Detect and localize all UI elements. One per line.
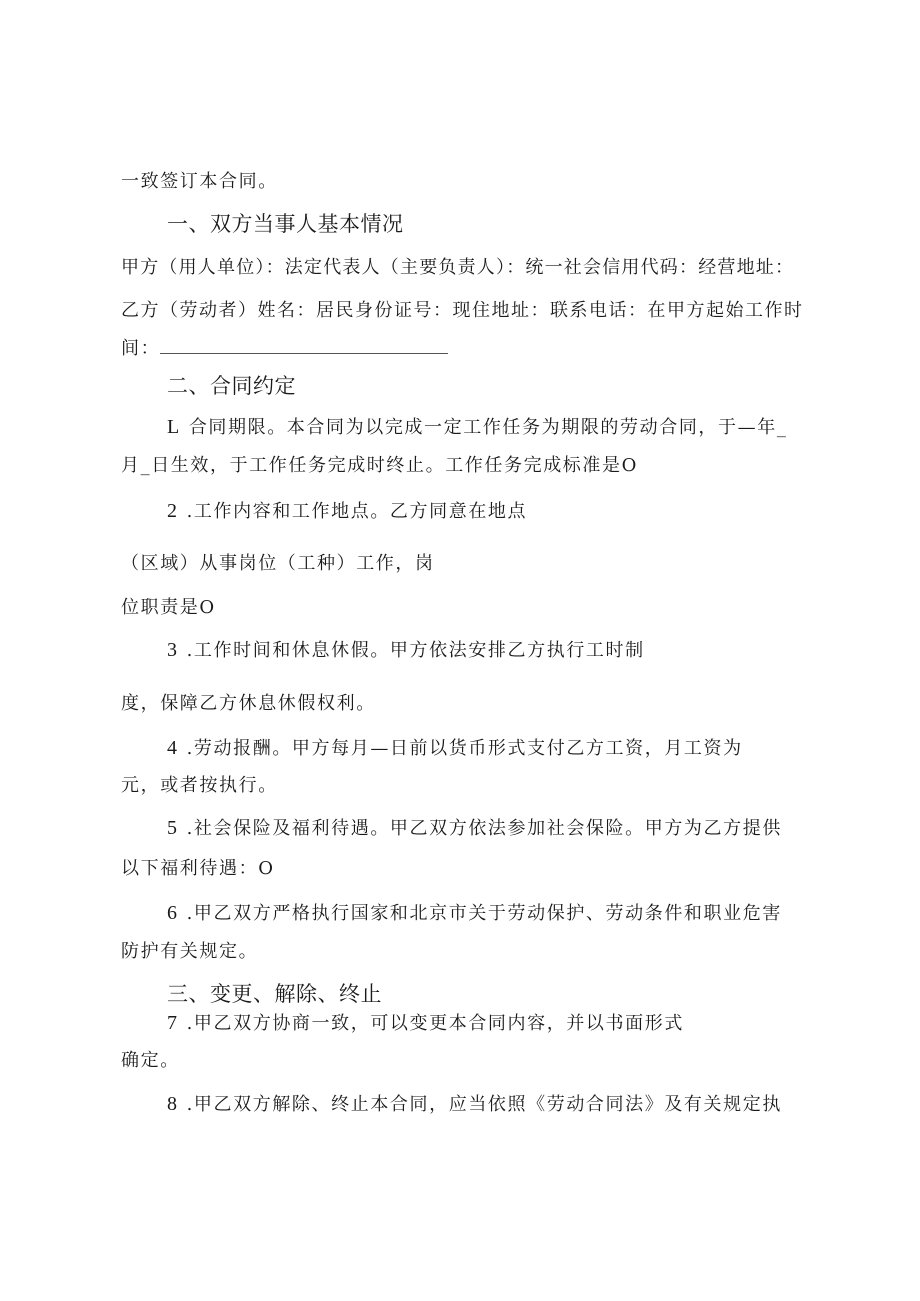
item3-number: 3: [167, 639, 179, 661]
intro-line: 一致签订本合同。: [121, 171, 278, 192]
item6-line2: 防护有关规定。: [121, 941, 259, 962]
item5-text: .社会保险及福利待遇。甲乙双方依法参加社会保险。甲方为乙方提供: [186, 818, 782, 839]
item3-text: .工作时间和休息休假。甲方依法安排乙方执行工时制: [186, 640, 645, 661]
item2-line2: （区域）从事岗位（工种）工作，岗: [121, 553, 435, 574]
start-time-blank: [160, 339, 448, 354]
item6-line1: [167, 901, 782, 926]
item1-number: L: [167, 416, 181, 438]
party-b-line: 乙方（劳动者）姓名：居民身份证号：现住地址：联系电话：在甲方起始工作时: [121, 300, 804, 321]
item3-line2: 度，保障乙方休息休假权利。: [121, 693, 376, 714]
item8-line1: [167, 1092, 782, 1117]
item4-line2: 元，或者按执行。: [121, 775, 278, 796]
item1-line1: [167, 415, 787, 440]
item7-line1: [167, 1011, 684, 1036]
section3-heading: 三、变更、解除、终止: [167, 982, 382, 1006]
item7-text: .甲乙双方协商一致，可以变更本合同内容，并以书面形式: [186, 1013, 684, 1034]
item1-text: 合同期限。本合同为以完成一定工作任务为期限的劳动合同，于—年_: [188, 417, 788, 438]
item2-text: .工作内容和工作地点。乙方同意在地点: [186, 501, 528, 522]
item6-text: .甲乙双方严格执行国家和北京市关于劳动保护、劳动条件和职业危害: [186, 903, 782, 924]
item2-line1: [167, 499, 527, 524]
item5-number: 5: [167, 817, 179, 839]
item7-line2: 确定。: [121, 1050, 180, 1071]
item5-line1: [167, 816, 782, 841]
item7-number: 7: [167, 1012, 179, 1034]
start-time-line: [121, 337, 448, 361]
item4-text: .劳动报酬。甲方每月—日前以货币形式支付乙方工资，月工资为: [186, 738, 743, 759]
item6-number: 6: [167, 902, 179, 924]
item2-number: 2: [167, 500, 179, 522]
item4-number: 4: [167, 737, 179, 759]
item8-number: 8: [167, 1093, 179, 1115]
item4-line1: [167, 736, 743, 761]
start-time-label: 间：: [121, 338, 161, 359]
item8-text: .甲乙双方解除、终止本合同，应当依照《劳动合同法》及有关规定执: [186, 1094, 782, 1115]
item1-line2: 月_日生效，于工作任务完成时终止。工作任务完成标准是O: [121, 455, 638, 476]
section1-heading: 一、双方当事人基本情况: [167, 212, 404, 236]
item5-line2: 以下福利待遇：O: [121, 858, 275, 879]
party-a-line: 甲方（用人单位）：法定代表人（主要负责人）：统一社会信用代码：经营地址：: [121, 257, 795, 278]
item3-line1: [167, 638, 645, 663]
item2-line3: 位职责是O: [121, 597, 216, 618]
section2-heading: 二、合同约定: [167, 374, 296, 398]
